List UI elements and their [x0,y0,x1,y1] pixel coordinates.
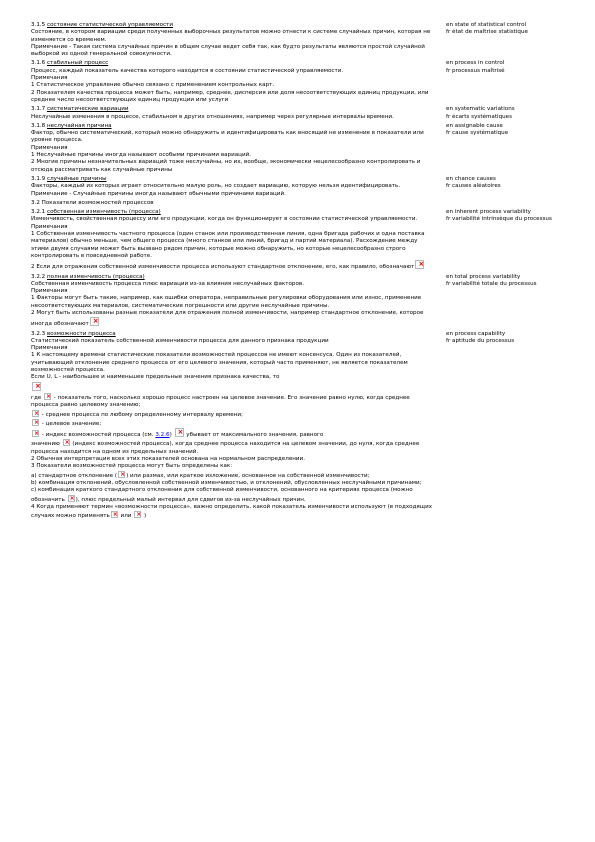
broken-image-icon [68,495,75,502]
term-number: 3.2.3 [31,330,46,337]
broken-image-icon [118,471,125,478]
note: 1 К настоящему времени статистические показатели возможностей процессов не имеют консенсуса. Один из показателей, учитывающий отклонение среднего процесса от его целевого значения, который часто применяют, не является показателем возможностей процесса. [31,352,408,374]
list-item: b) комбинация отклонений, обусловленной собственной изменчивостью, и отклонений, обусловленных неслучайными причинами; [31,479,422,486]
equivalents [446,106,564,121]
equivalents [446,22,564,58]
term-entry-3-2-2 [31,274,564,329]
french-equivalent: fr écarts systématiques [446,113,513,120]
formula-legend: значению × (индекс возможностей процесса), когда среднее процесса находится на целевом значении, до нуля, когда среднее процесса находится на одном из предельных значений. [31,439,436,456]
term-title: состояние статистической управляемости [47,22,174,28]
equivalents [446,123,564,174]
formula-legend: × - среднее процесса по любому определенному интервалу времени; [31,410,436,419]
english-equivalent: en total process variability [446,273,521,280]
note: 1 Статистическое управление обычно связано с применением контрольных карт. [31,82,275,89]
definition: Фактор, обычно систематический, который можно обнаружить и идентифицировать как вносящий не изменение в показатели или уровне процесса. [31,130,424,144]
broken-image-icon [32,419,39,426]
term-title: возможности процесса [47,330,116,337]
equivalents [446,176,564,198]
english-equivalent: en assignable cause [446,122,503,129]
english-equivalent: en chance causes [446,175,496,182]
note: 1 Собственная изменчивость частного процесса (один станок или производственная линия, одна бригада рабочих и одна поставка материалов) обычно меньше, чем общего процесса (много станков или линий, бригад и партий материала). Расхождение между этими двумя случаями может быть вызвано рядом причин, которые можно обнаружить, но которые нецелесообразно строго контролировать в повседневной работе. [31,231,425,259]
term-title: полная изменчивость (процесса) [47,273,145,280]
french-equivalent: fr causes aléatoires [446,183,501,190]
term-entry-3-2-1 [31,209,564,271]
broken-image-icon [90,317,99,326]
note: 4 Когда применяют термин «возможности процесса», важно определить, какой показатель изменчивости используют (в подходящих случаях можно применять× или × ) [31,504,436,521]
notes-heading: Примечания [31,345,68,352]
equivalents [446,274,564,329]
broken-image-icon [175,428,184,437]
french-equivalent: fr cause systématique [446,130,509,137]
french-equivalent: fr variabilité intrinsèque du processus [446,216,552,223]
definition: Изменчивость, свойственная процессу или его продукции, когда он функционирует в состоянии статистической управляемости. [31,216,418,223]
french-equivalent: fr état de maîtrise statistique [446,29,528,36]
term-title: стабильный процесс [47,60,109,67]
term-entry-3-1-8 [31,123,564,174]
french-equivalent: fr processus maîtrisé [446,67,505,74]
section-heading: 3.2 Показатели возможностей процессов [31,199,154,206]
english-equivalent: en process in control [446,60,505,67]
formula-legend: × - целевое значение; [31,419,436,428]
french-equivalent: fr variabilité totale du processus [446,280,537,287]
term-entry-3-1-5 [31,22,564,58]
term-number: 3.1.8 [31,122,46,129]
english-equivalent: en process capability [446,330,506,337]
definition: Собственная изменчивость процесса плюс вариации из-за влияния неслучайных факторов. [31,280,304,287]
notes-heading: Примечания [31,288,68,295]
equivalents [446,60,564,104]
term-number: 3.1.5 [31,22,46,28]
definition: Статистический показатель собственной изменчивости процесса для данного признака продукции [31,337,329,344]
broken-image-icon [44,393,51,400]
broken-image-icon [134,511,141,518]
note: Примечание - Такая система случайных причин в общем случае ведет себя так, как будто результаты являются простой случайной выборкой из одной генеральной совокупности. [31,43,425,58]
term-number: 3.2.1 [31,209,46,216]
broken-image-icon [32,430,39,437]
broken-image-icon [415,260,424,269]
note: 1 Неслучайные причины иногда называют особыми причинами вариаций. [31,152,252,159]
note: 3 Показатели возможностей процесса могут быть определены как: [31,463,233,470]
definition: Состояние, в котором вариации среди полученных выборочных результатов можно отнести к системе случайных причин, которая не изменяется со временем. [31,29,431,43]
list-item: а) стандартное отклонение (× ) или размах, или краткое изложение, основанное на собственной изменчивости; [31,471,436,480]
note: Если U, L - наибольшее и наименьшее предельные значения признака качества, то [31,374,280,381]
term-title: неслучайная причина [47,122,112,129]
english-equivalent: en state of statistical control [446,22,527,28]
broken-image-icon [32,382,41,391]
note: 2 Если для отражения собственной изменчивости процесса используют стандартное отклонение, его, как правило, обозначают× [31,260,436,271]
notes-heading: Примечания [31,223,68,230]
broken-image-icon [32,410,39,417]
formula-legend: где × - показатель того, насколько хорошо процесс настроен на целевое значение. Его значение равно нулю, когда среднее процесса равно целевому значению; [31,393,436,410]
term-entry-3-1-6 [31,60,564,104]
note: 2 Обычная интерпретация всех этих показателей основана на нормальном распределении. [31,456,305,463]
broken-image-icon [63,439,70,446]
definition: Процесс, каждый показатель качества которого находится в состоянии статистической управляемости. [31,67,344,74]
term-title: собственная изменчивость (процесса) [47,209,161,216]
definition: Неслучайные изменения в процессе, стабильном в других отношениях, например через регулярные интервалы времени. [31,113,394,120]
note: 2 Многие причины незначительных вариаций тоже неслучайны, но их, вообще, экономически нецелесообразно контролировать и отсюда рассматривать как случайные причины [31,159,421,173]
document [31,22,564,522]
note: 2 Показателем качества процесса может быть, например, среднее, дисперсия или доля несоответствующих единиц продукции, или среднее число несоответствующих единиц продукции или услуги [31,89,429,103]
note: 1 Факторы могут быть такие, например, как ошибки оператора, неправильные регулировки оборудования или износ, применение несоответствующих материалов, систематические погрешности или другие неслучайные причины. [31,295,422,309]
note: 2 Могут быть использованы разные показатели для отражения полной изменчивости, например стандартное отклонение, которое иногда обозначают× [31,310,436,329]
term-title: случайные причины [47,175,107,182]
term-number: 3.1.9 [31,175,46,182]
term-number: 3.1.7 [31,106,46,113]
term-number: 3.2.2 [31,273,46,280]
note: Примечание - Случайные причины иногда называют обычными причинами вариаций. [31,190,286,197]
equivalents [446,209,564,271]
formula-legend: × - индекс возможностей процесса (см. 3.2.6) × убывает от максимального значения, равного [31,428,436,439]
list-item: c) комбинация краткого стандартного отклонения для собственной изменчивости, основанного на критериях процесса (можно обозначить ×), плюс предельный малый интервал для сдвигов из-за неслучайных причин. [31,487,436,504]
broken-image-icon [111,511,118,518]
french-equivalent: fr aptitude du processus [446,337,515,344]
notes-heading: Примечания [31,144,68,151]
reference-link[interactable]: 3.2.6 [155,432,170,439]
english-equivalent: en systematic variations [446,106,515,113]
notes-heading: Примечания [31,75,68,82]
english-equivalent: en inherent process variability [446,209,531,216]
term-entry-3-2-3 [31,331,564,521]
term-entry-3-1-9 [31,176,564,198]
equivalents [446,331,564,521]
term-number: 3.1.6 [31,60,46,67]
definition: Факторы, каждый из которых играет относительно малую роль, но создает вариацию, которую нельзя идентифицировать. [31,183,401,190]
term-entry-3-1-7 [31,106,564,121]
term-title: систематические вариации [47,106,129,113]
